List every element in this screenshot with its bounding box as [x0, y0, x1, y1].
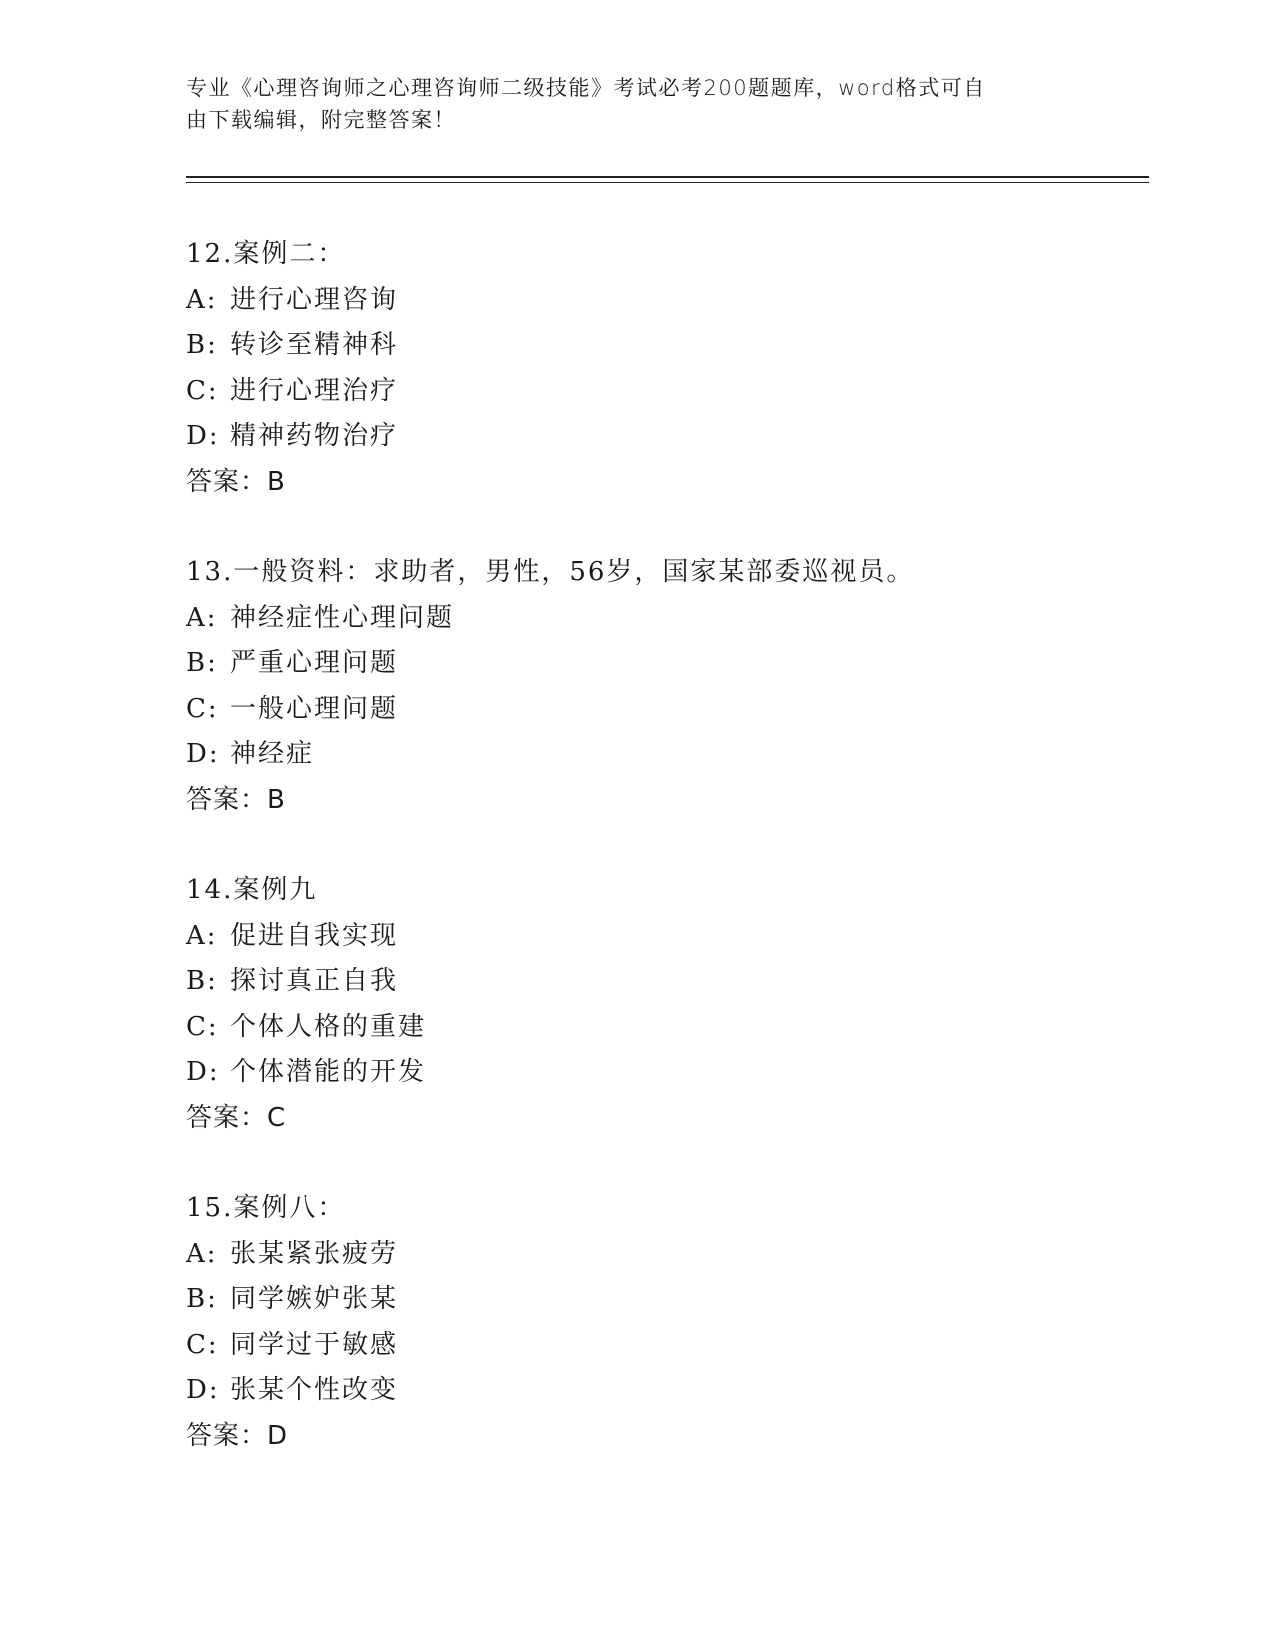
answer-line: 答案：B — [186, 784, 286, 815]
option-b — [186, 959, 1086, 1005]
option-key: D: — [186, 1057, 220, 1087]
option-d — [186, 1368, 1086, 1414]
option-text: 进行心理治疗 — [230, 375, 399, 406]
option-key: C: — [186, 693, 219, 724]
option-b — [186, 323, 1086, 369]
option-text: 进行心理咨询 — [230, 284, 399, 315]
option-text: 促进自我实现 — [230, 920, 399, 951]
question-14 — [186, 868, 1086, 1141]
option-text: 同学嫉妒张某 — [230, 1284, 399, 1314]
option-text: 个体潜能的开发 — [230, 1057, 427, 1087]
option-text: 探讨真正自我 — [230, 966, 399, 996]
option-c — [186, 369, 1086, 415]
option-a — [186, 278, 1086, 324]
question-13 — [186, 550, 1086, 823]
option-a — [186, 914, 1086, 960]
document-header — [186, 72, 1066, 136]
option-text: 张某个性改变 — [230, 1375, 399, 1405]
option-text: 一般心理问题 — [230, 693, 399, 724]
answer-line: 答案：B — [186, 466, 286, 497]
option-text: 张某紧张疲劳 — [230, 1238, 399, 1269]
option-b — [186, 641, 1086, 687]
header-divider-thick — [186, 176, 1149, 178]
option-a — [186, 596, 1086, 642]
option-key: A: — [186, 284, 218, 315]
option-text: 神经症 — [230, 739, 315, 769]
option-text: 个体人格的重建 — [230, 1011, 427, 1042]
option-key: B: — [186, 1284, 218, 1314]
question-stem: 13.一般资料：求助者，男性，56岁，国家某部委巡视员。 — [186, 557, 915, 587]
option-key: B: — [186, 648, 218, 678]
option-text: 神经症性心理问题 — [230, 602, 455, 633]
header-line-2: 由下载编辑，附完整答案！ — [186, 108, 456, 132]
option-key: C: — [186, 1011, 219, 1042]
question-15 — [186, 1186, 1086, 1459]
option-c — [186, 687, 1086, 733]
option-key: D: — [186, 739, 220, 769]
option-d — [186, 414, 1086, 460]
question-12 — [186, 232, 1086, 505]
header-line-1: 专业《心理咨询师之心理咨询师二级技能》考试必考200题题库，word格式可自 — [186, 76, 986, 100]
option-text: 同学过于敏感 — [230, 1329, 399, 1360]
option-key: A: — [186, 920, 218, 951]
answer-line: 答案：C — [186, 1102, 287, 1133]
option-c — [186, 1005, 1086, 1051]
option-d — [186, 1050, 1086, 1096]
option-text: 精神药物治疗 — [230, 421, 399, 451]
option-d — [186, 732, 1086, 778]
header-divider-thin — [186, 182, 1149, 183]
option-key: C: — [186, 375, 219, 406]
option-text: 转诊至精神科 — [230, 330, 399, 360]
option-c — [186, 1323, 1086, 1369]
option-key: A: — [186, 1238, 218, 1269]
option-key: D: — [186, 421, 220, 451]
option-key: D: — [186, 1375, 220, 1405]
option-key: B: — [186, 330, 218, 360]
option-text: 严重心理问题 — [230, 648, 399, 678]
question-stem: 14.案例九 — [186, 875, 318, 905]
question-stem: 15.案例八： — [186, 1193, 346, 1223]
option-key: B: — [186, 966, 218, 996]
option-b — [186, 1277, 1086, 1323]
option-a — [186, 1232, 1086, 1278]
option-key: C: — [186, 1329, 219, 1360]
question-stem: 12.案例二： — [186, 239, 346, 269]
option-key: A: — [186, 602, 218, 633]
answer-line: 答案：D — [186, 1420, 289, 1451]
